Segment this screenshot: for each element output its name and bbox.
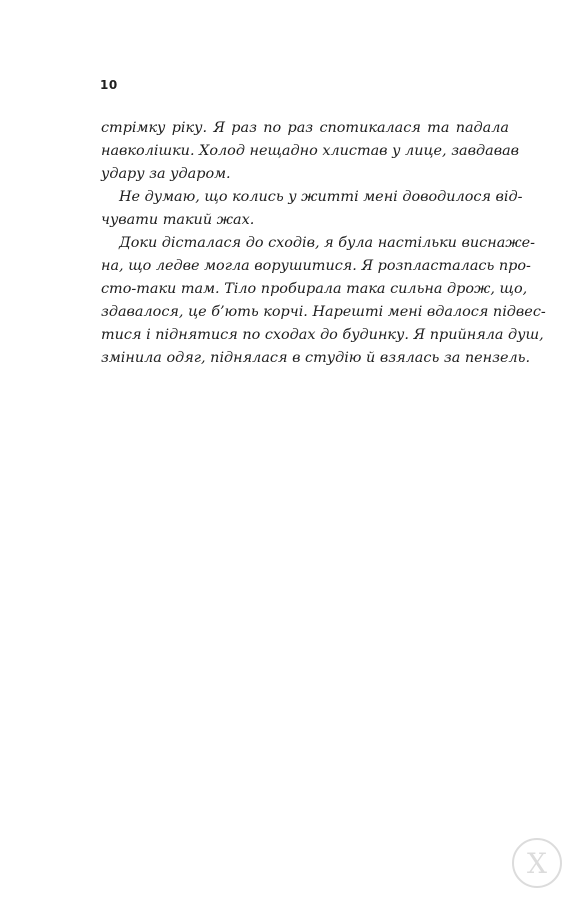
text-line: Доки дісталася до сходів, я була настільки виснаже- [119,235,536,251]
text-line: чувати такий жах. [101,212,255,228]
page-number: 10 [100,78,118,92]
text-line: удару за ударом. [101,166,231,182]
publisher-x-emblem-icon [510,836,564,890]
text-line: на, що ледве могла ворушитися. Я розпласталась про- [101,258,531,274]
text-line: стрімку ріку. Я раз по раз спотикалася та падала [101,120,509,136]
text-line: тися і піднятися по сходах до будинку. Я прийняла душ, [101,327,544,343]
body-text [101,117,546,370]
text-line: Не думаю, що колись у житті мені доводилося від- [119,189,523,205]
text-line: навколішки. Холод нещадно хлистав у лице, завдавав [101,143,520,159]
text-line: змінила одяг, піднялася в студію й взялась за пензель. [101,350,531,366]
text-line: сто-таки там. Тіло пробирала така сильна дрож, що, [101,281,528,297]
watermark-glyph: X [527,847,547,880]
text-line: здавалося, це б’ють корчі. Нарешті мені вдалося підвес- [101,304,546,320]
